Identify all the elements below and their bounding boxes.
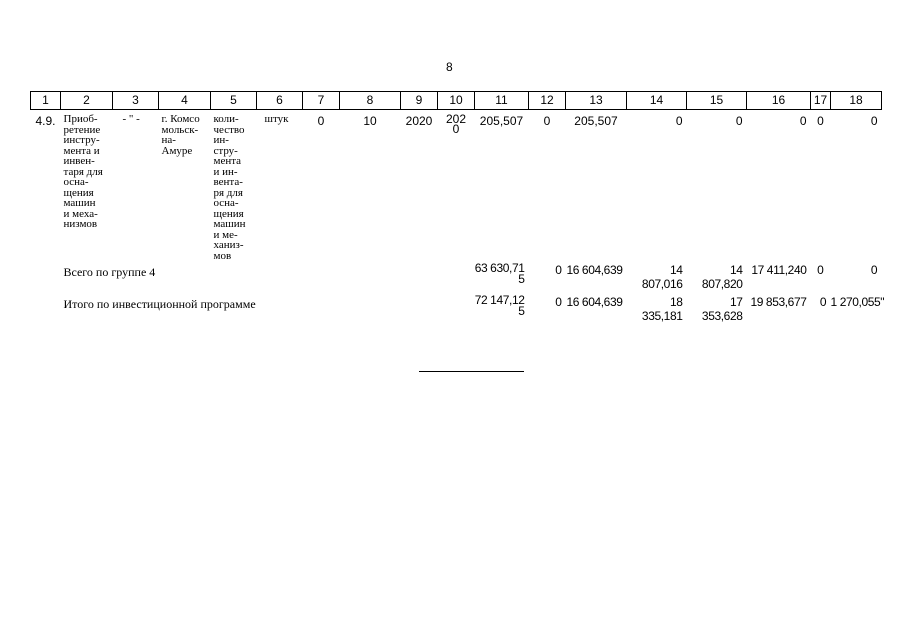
cell-c11: 205,507: [479, 114, 524, 128]
group-total-c11: 63 630,71 5: [474, 261, 525, 286]
investment-table: [30, 91, 885, 325]
header-cell: 4: [159, 92, 211, 110]
group-total-row: [31, 261, 882, 293]
group-total-c18: 0: [870, 263, 878, 277]
program-total-c14: 18 335,181: [641, 295, 683, 323]
program-total-c17: 0: [819, 295, 827, 309]
item-name: Приоб- ретение инстру- мента и инвен- таря для осна- щения машин и меха- низмов: [63, 113, 103, 230]
location: г. Комсо мольск- на- Амуре: [161, 113, 200, 157]
cell-c12: 0: [543, 114, 551, 128]
header-cell: 6: [257, 92, 303, 110]
header-cell: 13: [566, 92, 627, 110]
program-total-row: [31, 293, 882, 325]
program-total-c16: 19 853,677: [750, 295, 807, 309]
group-total-c15: 14 807,820: [701, 263, 743, 291]
row-number: 4.9.: [35, 114, 56, 128]
program-total-c12: 0: [555, 295, 562, 309]
header-cell: 17: [811, 92, 831, 110]
header-cell: 5: [211, 92, 257, 110]
header-cell: 2: [61, 92, 113, 110]
header-cell: 10: [438, 92, 475, 110]
program-total-c15: 17 353,628: [701, 295, 743, 323]
group-total-c12: 0: [555, 263, 562, 277]
group-total-label: Всего по группе 4: [63, 265, 156, 279]
table-row: [31, 110, 882, 262]
group-total-c17: 0: [817, 263, 824, 277]
header-cell: 16: [747, 92, 811, 110]
header-row: [31, 92, 882, 110]
header-cell: 11: [475, 92, 529, 110]
cell-c9: 2020: [405, 114, 433, 128]
header-cell: 3: [113, 92, 159, 110]
cell-c15: 0: [735, 114, 743, 128]
header-cell: 15: [687, 92, 747, 110]
program-total-c11: 72 147,12 5: [474, 293, 525, 318]
group-total-c16: 17 411,240: [751, 263, 807, 277]
header-cell: 12: [529, 92, 566, 110]
group-total-c13: 16 604,639: [566, 263, 623, 277]
unit: штук: [264, 113, 289, 125]
cell-c17: 0: [817, 114, 824, 128]
header-cell: 9: [401, 92, 438, 110]
header-cell: 1: [31, 92, 61, 110]
cell-c14: 0: [675, 114, 683, 128]
header-cell: 7: [303, 92, 340, 110]
header-cell: 18: [831, 92, 882, 110]
ditto-mark: - " -: [122, 113, 140, 125]
indicator-description: коли- чество ин- стру- мента и ин- вента- ря для осна- щения машин и ме- ханиз- мов: [213, 113, 246, 262]
header-cell: 8: [340, 92, 401, 110]
program-total-c13: 16 604,639: [566, 295, 623, 309]
cell-c8: 10: [363, 114, 377, 128]
header-cell: 14: [627, 92, 687, 110]
program-total-label: Итого по инвестиционной программе: [63, 297, 256, 311]
group-total-c14: 14 807,016: [641, 263, 683, 291]
cell-c13: 205,507: [574, 114, 618, 128]
closing-rule: [419, 371, 524, 372]
page-number: 8: [446, 60, 453, 74]
cell-c10: 202 0: [445, 112, 467, 136]
cell-c18: 0: [870, 114, 878, 128]
cell-c16: 0: [799, 114, 807, 128]
program-total-c18: 1 270,055": [830, 295, 885, 309]
cell-c7: 0: [317, 114, 325, 128]
